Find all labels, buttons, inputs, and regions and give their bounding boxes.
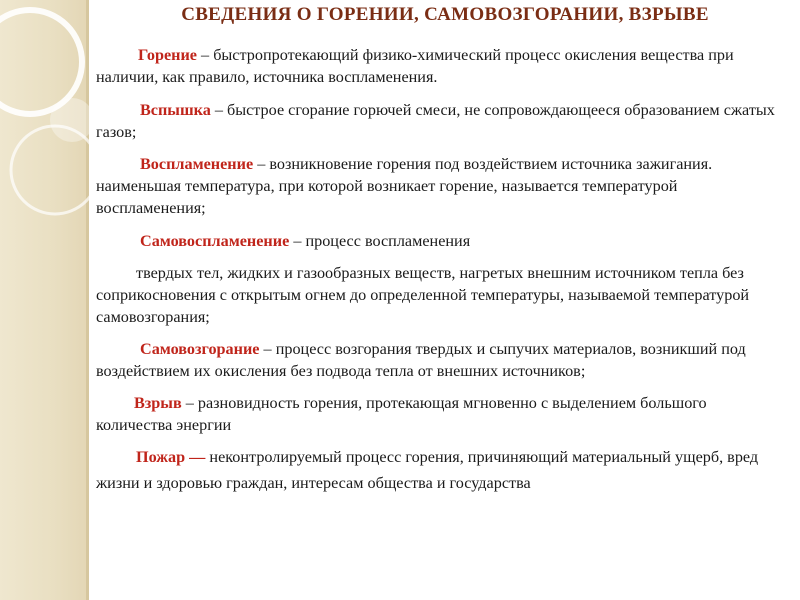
small-circle [50, 98, 94, 142]
definition-self-ignition-text: – процесс воспламенения [289, 232, 471, 250]
definition-spontaneous-combustion-text: – процесс возгорания твердых и сыпучих материалов, возникший под воздействием их окисления без подвода тепла от внешних источников; [96, 340, 746, 380]
definition-burning [96, 44, 786, 88]
definition-self-ignition-continued-text: твердых тел, жидких и газообразных веществ, нагретых внешним источником тепла без соприкосновения с открытым огнем до определенной температуры, называемой температурой самовозгорания; [96, 264, 750, 326]
medium-circle-outline [11, 126, 99, 214]
term-ignition: Воспламенение [140, 155, 254, 173]
term-spontaneous-combustion: Самовозгорание [140, 340, 260, 358]
definition-flash [96, 99, 786, 143]
definitions-list [96, 40, 786, 496]
definition-fire [96, 444, 786, 496]
term-burning: Горение [138, 46, 197, 64]
definition-self-ignition [96, 230, 786, 252]
definition-ignition-text: – возникновение горения под воздействием источника зажигания. наименьшая температура, при которой возникает горение, называется температурой воспламенения; [96, 155, 713, 217]
term-flash: Вспышка [140, 101, 211, 119]
definition-flash-text: – быстрое сгорание горючей смеси, не сопровождающееся образованием сжатых газов; [96, 101, 775, 141]
definition-spontaneous-combustion [96, 338, 786, 382]
slide-title: СВЕДЕНИЯ О ГОРЕНИИ, САМОВОЗГОРАНИИ, ВЗРЫВЕ [181, 4, 709, 25]
decorative-circles [0, 0, 100, 240]
definition-burning-text: – быстропротекающий физико-химический процесс окисления вещества при наличии, как правило, источника воспламенения. [96, 46, 734, 86]
term-explosion: Взрыв [134, 394, 182, 412]
definition-explosion [96, 392, 786, 436]
definition-fire-text: неконтролируемый процесс горения, причиняющий материальный ущерб, вред жизни и здоровью граждан, интересам общества и государства [96, 448, 759, 492]
term-self-ignition: Самовоспламенение [140, 232, 290, 250]
definition-ignition [96, 153, 786, 219]
definition-explosion-text: – разновидность горения, протекающая мгновенно с выделением большого количества энергии [96, 394, 707, 434]
definition-self-ignition-continued [96, 262, 786, 328]
term-fire: Пожар — [136, 448, 206, 466]
